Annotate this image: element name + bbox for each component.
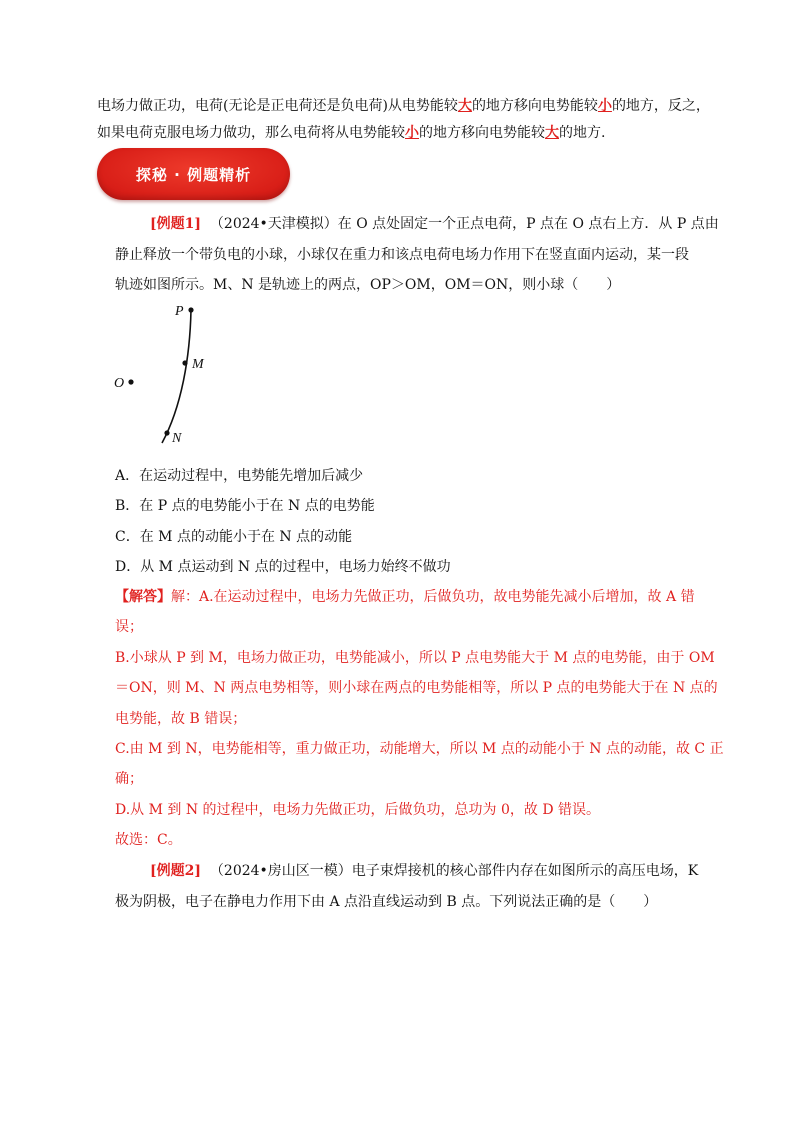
point-o [128,379,133,384]
label-n: N [172,431,182,446]
answer-line-3: B.小球从 P 到 M，电场力做正功，电势能减小，所以 P 点电势能大于 M 点的电势能，由于 OM [115,650,715,666]
label-o: O [114,376,125,391]
answer-line-7: 确； [115,771,143,787]
answer-line-8: D.从 M 到 N 的过程中，电场力先做正功，后做负功，总功为 0，故 D 错误。 [115,802,601,818]
option-d: D．从 M 点运动到 N 点的过程中，电场力始终不做功 [115,559,451,575]
intro-line-2 [97,124,605,142]
example2-line-2: 极为阴极，电子在静电力作用下由 A 点沿直线运动到 B 点。下列说法正确的是（ ） [115,894,658,910]
label-m: M [192,357,204,372]
question-text: （2024•房山区一模）电子束焊接机的核心部件内存在如图所示的高压电场，K [209,863,699,879]
example1-line-1 [150,215,719,233]
option-b: B．在 P 点的电势能小于在 N 点的电势能 [115,498,375,514]
intro-text: 的地方移向电势能较 [419,125,545,141]
example2-line-1 [150,862,698,880]
answer-line-2: 误； [115,619,143,635]
label-p: P [175,304,184,319]
answer-line-4: ＝ON，则 M、N 两点电势相等，则小球在两点的电势能相等，所以 P 点的电势能大于在 N 点的 [115,680,718,696]
intro-text: 的地方，反之， [611,98,710,114]
point-m [182,360,187,365]
example-tag: [例题1] [150,216,201,232]
intro-text: 的地方移向电势能较 [471,98,598,114]
intro-text: 电场力做正功，电荷(无论是正电荷还是负电荷)从电势能较 [97,98,458,114]
example1-line-3: 轨迹如图所示。M、N 是轨迹上的两点，OP＞OM，OM＝ON，则小球（ ） [115,277,621,293]
example-tag: [例题2] [150,863,201,879]
section-badge: 探秘 · 例题精析 [97,148,290,200]
answer-text: 解：A.在运动过程中，电场力先做正功，后做负功，故电势能先减小后增加，故 A 错 [171,589,695,605]
answer-label: 【解答】 [115,589,171,605]
option-c: C．在 M 点的动能小于在 N 点的动能 [115,529,353,545]
keyword-emphasis: 大 [457,98,472,114]
point-p [188,307,193,312]
keyword-emphasis: 小 [405,125,419,141]
trajectory-figure [108,296,228,456]
example1-line-2: 静止释放一个带负电的小球，小球仅在重力和该点电荷电场力作用下在竖直面内运动，某一段 [115,247,689,263]
option-a: A．在运动过程中，电势能先增加后减少 [115,468,364,484]
keyword-emphasis: 小 [597,98,612,114]
answer-line-6: C.由 M 到 N，电势能相等，重力做正功，动能增大，所以 M 点的动能小于 N 点的动能，故 C 正 [115,741,724,757]
intro-line-1 [97,97,710,115]
keyword-emphasis: 大 [545,125,559,141]
question-text: （2024•天津模拟）在 O 点处固定一个正点电荷，P 点在 O 点右上方．从 P 点由 [209,216,719,232]
point-n [164,430,169,435]
intro-text: 的地方. [559,125,606,141]
trajectory-curve [162,310,191,443]
intro-text: 如果电荷克服电场力做功，那么电荷将从电势能较 [97,125,405,141]
answer-line-1 [115,588,695,606]
answer-conclusion: 故选：C。 [115,832,182,848]
answer-line-5: 电势能，故 B 错误； [115,711,247,727]
